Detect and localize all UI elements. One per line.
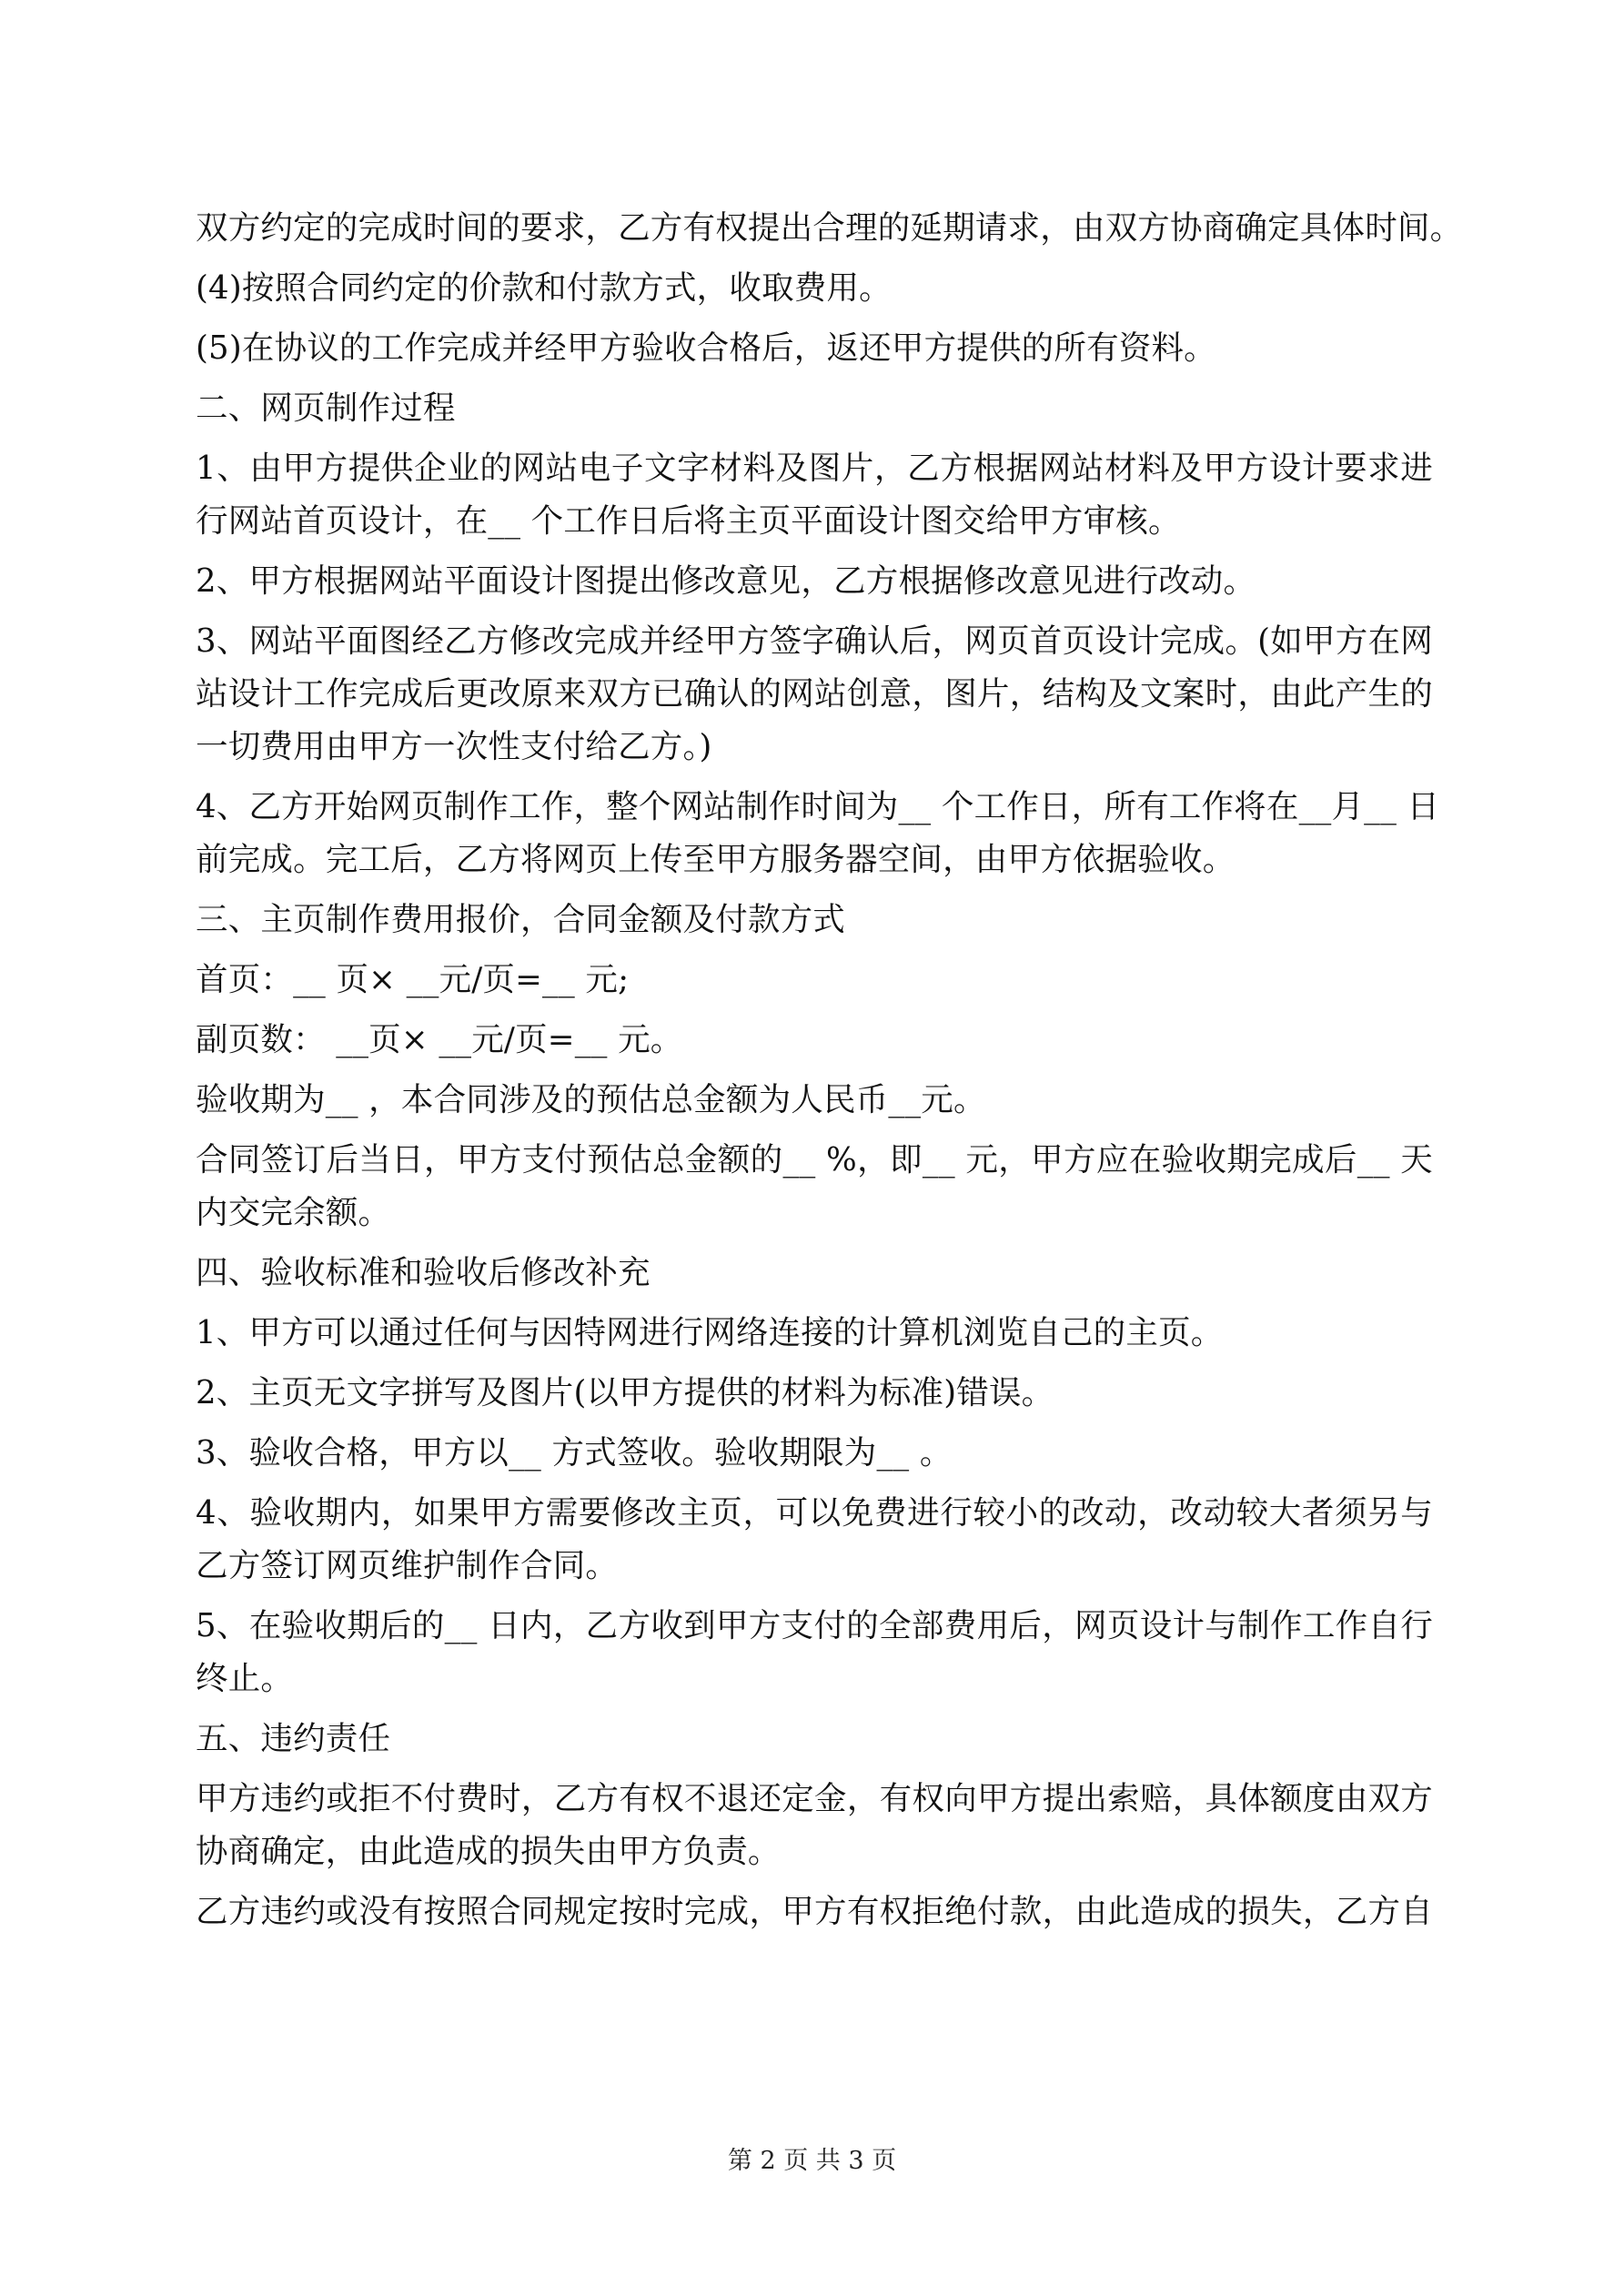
text-line: 终止。 [196, 1660, 294, 1697]
document-body [196, 195, 1463, 1938]
text-line: 4、乙方开始网页制作工作，整个网站制作时间为__ 个工作日，所有工作将在__月__ 日 [196, 788, 1440, 825]
text-line: 合同签订后当日，甲方支付预估总金额的__ %，即__ 元，甲方应在验收期完成后__ 天 [196, 1141, 1433, 1178]
section-heading: 四、验收标准和验收后修改补充 [196, 1254, 651, 1291]
text-line: 3、网站平面图经乙方修改完成并经甲方签字确认后，网页首页设计完成。(如甲方在网 [196, 622, 1433, 660]
text-line: 一切费用由甲方一次性支付给乙方。) [196, 728, 712, 765]
text-line: (4)按照合同约定的价款和付款方式，收取费用。 [196, 269, 892, 307]
text-line: 1、甲方可以通过任何与因特网进行网络连接的计算机浏览自己的主页。 [196, 1314, 1224, 1351]
text-line: 甲方违约或拒不付费时，乙方有权不退还定金，有权向甲方提出索赔，具体额度由双方 [196, 1780, 1433, 1817]
text-line: 首页：__ 页× __元/页=__ 元; [196, 961, 630, 998]
text-line: 3、验收合格，甲方以__ 方式签收。验收期限为__ 。 [196, 1434, 953, 1472]
text-line: 4、验收期内，如果甲方需要修改主页，可以免费进行较小的改动，改动较大者须另与 [196, 1494, 1433, 1532]
text-line: 协商确定，由此造成的损失由甲方负责。 [196, 1833, 781, 1870]
section-heading: 五、违约责任 [196, 1720, 391, 1757]
text-line: 站设计工作完成后更改原来双方已确认的网站创意，图片，结构及文案时，由此产生的 [196, 675, 1433, 713]
text-line: 双方约定的完成时间的要求，乙方有权提出合理的延期请求，由双方协商确定具体时间。 [196, 209, 1463, 247]
text-line: 前完成。完工后，乙方将网页上传至甲方服务器空间，由甲方依据验收。 [196, 841, 1236, 878]
text-line: 乙方签订网页维护制作合同。 [196, 1547, 619, 1584]
text-line: 内交完余额。 [196, 1194, 391, 1231]
text-line: 2、甲方根据网站平面设计图提出修改意见，乙方根据修改意见进行改动。 [196, 562, 1256, 600]
text-line: 验收期为__ ，本合同涉及的预估总金额为人民币__元。 [196, 1081, 986, 1118]
text-line: 5、在验收期后的__ 日内，乙方收到甲方支付的全部费用后，网页设计与制作工作自行 [196, 1607, 1433, 1644]
section-heading: 二、网页制作过程 [196, 389, 456, 427]
text-line: (5)在协议的工作完成并经甲方验收合格后，返还甲方提供的所有资料。 [196, 329, 1216, 367]
text-line: 1、由甲方提供企业的网站电子文字材料及图片，乙方根据网站材料及甲方设计要求进 [196, 450, 1433, 487]
page-number-footer: 第 2 页 共 3 页 [727, 2147, 897, 2175]
text-line: 副页数： __页× __元/页=__ 元。 [196, 1021, 683, 1058]
text-line: 行网站首页设计，在__ 个工作日后将主页平面设计图交给甲方审核。 [196, 502, 1181, 540]
text-line: 2、主页无文字拼写及图片(以甲方提供的材料为标准)错误。 [196, 1374, 1054, 1411]
section-heading: 三、主页制作费用报价，合同金额及付款方式 [196, 901, 846, 938]
text-line: 乙方违约或没有按照合同规定按时完成，甲方有权拒绝付款，由此造成的损失，乙方自 [196, 1893, 1433, 1930]
